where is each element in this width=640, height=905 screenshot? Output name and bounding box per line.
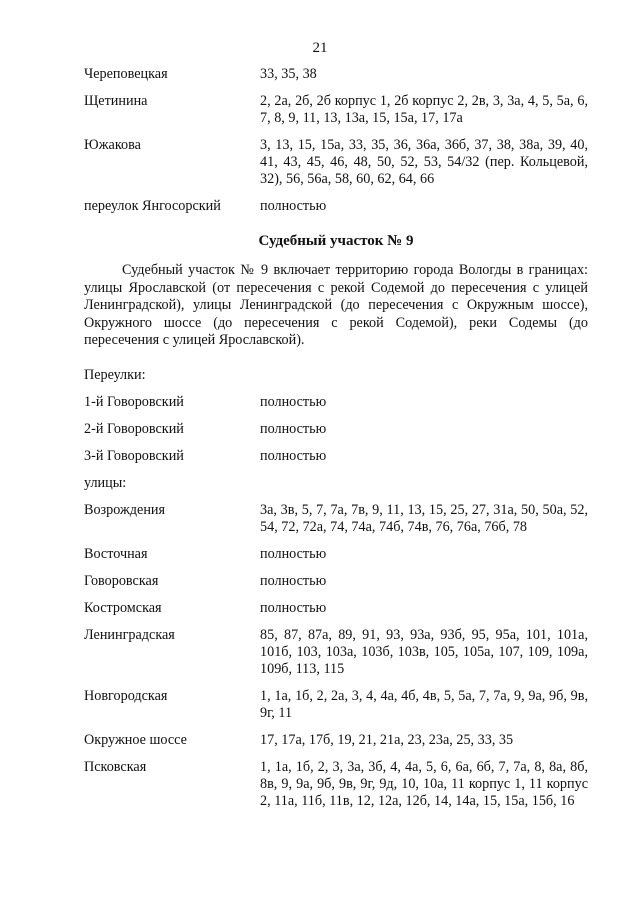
street-row [84, 688, 588, 722]
street-houses: 3, 13, 15, 15а, 33, 35, 36, 36а, 36б, 37, 38, 38а, 39, 40, 41, 43, 45, 46, 48, 50, 52, 53, 54/32 (пер. Кольцевой, 32), 56, 56а, 58, 60, 62, 64, 66 [260, 137, 588, 187]
street-houses: полностью [260, 599, 327, 616]
street-houses: 85, 87, 87а, 89, 91, 93, 93а, 93б, 95, 95а, 101, 101а, 101б, 103, 103а, 103б, 103в, 105, 105а, 107, 109, 109а, 109б, 113, 115 [260, 626, 588, 677]
street-houses: 3а, 3в, 5, 7, 7а, 7в, 9, 11, 13, 15, 25, 27, 31а, 50, 50а, 52, 54, 72, 72а, 74, 74а, 74б, 74в, 76, 76а, 76б, 78 [260, 501, 588, 535]
street-name: Возрождения [84, 501, 166, 518]
top-street-list [84, 66, 588, 215]
lane-name: 3-й Говоровский [84, 447, 184, 464]
page-number: 21 [312, 40, 328, 56]
lanes-label: Переулки: [84, 366, 146, 383]
section-description: Судебный участок № 9 включает территорию города Вологды в границах: улицы Ярославской (от пересечения с рекой Содемой до пересечения с улицей Ленинградской), улицы Ленинградской (до пересечения с Окружным шоссе), Окружного шоссе (до пересечения с рекой Содемой), реки Содемы (до пересечения с улицей Ярославской). [84, 262, 588, 348]
street-houses: 33, 35, 38 [260, 66, 317, 82]
streets-label: улицы: [84, 474, 127, 491]
street-row [84, 93, 588, 127]
street-houses: 1, 1а, 1б, 2, 2а, 3, 4, 4а, 4б, 4в, 5, 5а, 7, 7а, 9, 9а, 9б, 9в, 9г, 11 [260, 687, 588, 721]
lane-name: 1-й Говоровский [84, 393, 184, 410]
lane-houses: полностью [260, 393, 327, 410]
street-row [84, 66, 588, 83]
street-name: Новгородская [84, 687, 168, 704]
lane-row [84, 421, 588, 438]
lane-list [84, 394, 588, 465]
street-name: Окружное шоссе [84, 731, 187, 748]
street-row [84, 627, 588, 678]
street-row [84, 546, 588, 563]
lane-houses: полностью [260, 420, 327, 437]
street-row [84, 198, 588, 215]
street-name: Псковская [84, 758, 147, 775]
street-houses: полностью [260, 198, 327, 214]
street-name: Восточная [84, 545, 148, 562]
street-row [84, 137, 588, 188]
street-name: Ленинградская [84, 626, 175, 643]
section-title: Судебный участок № 9 [258, 233, 414, 249]
street-row [84, 759, 588, 810]
document-content [84, 66, 588, 820]
street-houses: полностью [260, 572, 327, 589]
street-row [84, 600, 588, 617]
street-row [84, 732, 588, 749]
street-row [84, 502, 588, 536]
street-name: Говоровская [84, 572, 159, 589]
street-houses: 17, 17а, 17б, 19, 21, 21а, 23, 23а, 25, 33, 35 [260, 731, 514, 748]
lane-row [84, 394, 588, 411]
street-houses: 2, 2а, 2б, 2б корпус 1, 2б корпус 2, 2в, 3, 3а, 4, 5, 5а, 6, 7, 8, 9, 11, 13, 13а, 15, 15а, 17, 17а [260, 93, 588, 126]
street-list [84, 502, 588, 810]
street-name: Костромская [84, 599, 162, 616]
street-name: Южакова [84, 137, 141, 153]
street-row [84, 573, 588, 590]
lane-name: 2-й Говоровский [84, 420, 184, 437]
lane-row [84, 448, 588, 465]
lane-houses: полностью [260, 447, 327, 464]
street-name: Щетинина [84, 93, 148, 109]
street-name: Череповецкая [84, 66, 168, 82]
street-name: переулок Янгосорский [84, 198, 221, 214]
street-houses: полностью [260, 545, 327, 562]
street-houses: 1, 1а, 1б, 2, 3, 3а, 3б, 4, 4а, 5, 6, 6а, 6б, 7, 7а, 8, 8а, 8б, 8в, 9, 9а, 9б, 9в, 9г, 9д, 10, 10а, 11 корпус 1, 11 корпус 2, 11а, 11б, 11в, 12, 12а, 12б, 14, 14а, 15, 15а, 15б, 16 [260, 758, 588, 809]
